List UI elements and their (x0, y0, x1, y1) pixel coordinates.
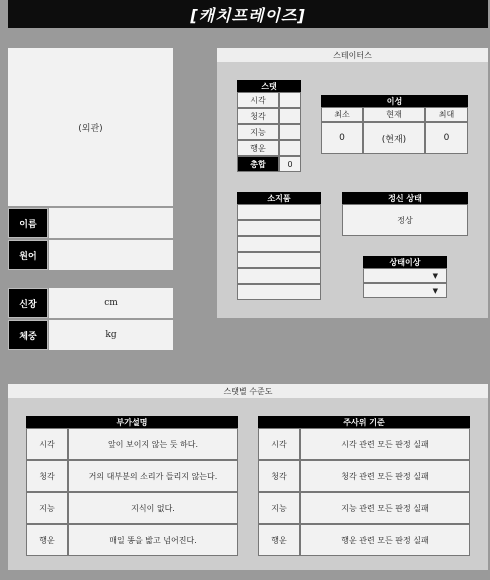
origin-field[interactable] (49, 240, 173, 270)
origin-label: 원어 (8, 240, 48, 270)
description-text: 지식이 없다. (68, 492, 238, 524)
height-field[interactable]: cm (49, 288, 173, 318)
stat-value[interactable] (279, 124, 301, 140)
table-row (26, 428, 238, 460)
condition-select[interactable] (363, 283, 447, 298)
stats-table (237, 80, 301, 172)
appearance-placeholder: (외관) (78, 123, 103, 134)
chevron-down-icon: ▼ (432, 271, 438, 280)
stat-value[interactable] (279, 108, 301, 124)
status-section-title: 스테이터스 (217, 48, 488, 62)
condition-select[interactable] (363, 268, 447, 283)
dice-key: 행운 (258, 524, 300, 556)
inventory-slot[interactable] (237, 220, 321, 236)
stat-name: 지능 (237, 124, 279, 140)
weight-row (8, 320, 173, 350)
preference-current-value[interactable]: (현재) (363, 122, 425, 154)
page-title: [캐치프레이즈] (8, 0, 488, 28)
height-label: 신장 (8, 288, 48, 318)
weight-label: 체중 (8, 320, 48, 350)
table-row (26, 460, 238, 492)
mental-state-table (342, 192, 468, 236)
appearance-image[interactable] (8, 48, 173, 206)
stat-row (237, 108, 301, 124)
description-text: 거의 대부분의 소리가 들리지 않는다. (68, 460, 238, 492)
table-row (258, 460, 470, 492)
preference-max-value[interactable]: 0 (425, 122, 468, 154)
stats-header: 스탯 (237, 80, 301, 92)
inventory-slot[interactable] (237, 252, 321, 268)
table-row (26, 492, 238, 524)
dice-table (258, 416, 470, 556)
dice-key: 지능 (258, 492, 300, 524)
weight-field[interactable]: kg (49, 320, 173, 350)
inventory-table (237, 192, 321, 300)
inventory-slot[interactable] (237, 204, 321, 220)
stat-row (237, 124, 301, 140)
dice-text: 청각 관련 모든 판정 실패 (300, 460, 470, 492)
preference-col-current: 현재 (363, 107, 425, 122)
condition-table (363, 256, 447, 298)
preference-header: 이성 (321, 95, 468, 107)
description-key: 시각 (26, 428, 68, 460)
stat-guide-title: 스탯별 수준도 (8, 384, 488, 398)
stat-name: 행운 (237, 140, 279, 156)
dice-key: 청각 (258, 460, 300, 492)
origin-row (8, 240, 173, 270)
stat-row (237, 140, 301, 156)
table-row (258, 524, 470, 556)
chevron-down-icon: ▼ (432, 286, 438, 295)
stat-name: 시각 (237, 92, 279, 108)
preference-table (321, 95, 468, 154)
stat-total-value: 0 (279, 156, 301, 172)
description-header: 부가설명 (26, 416, 238, 428)
stat-total-label: 총합 (237, 156, 279, 172)
dice-header: 주사위 기준 (258, 416, 470, 428)
table-row (258, 492, 470, 524)
table-row (258, 428, 470, 460)
stat-name: 청각 (237, 108, 279, 124)
mental-state-value[interactable]: 정상 (342, 204, 468, 236)
preference-col-min: 최소 (321, 107, 363, 122)
description-text: 앞이 보이지 않는 듯 하다. (68, 428, 238, 460)
condition-header: 상태이상 (363, 256, 447, 268)
inventory-slot[interactable] (237, 284, 321, 300)
description-table (26, 416, 238, 556)
name-label: 이름 (8, 208, 48, 238)
description-key: 청각 (26, 460, 68, 492)
dice-text: 지능 관련 모든 판정 실패 (300, 492, 470, 524)
stat-value[interactable] (279, 140, 301, 156)
description-text: 매일 똥을 밟고 넘어진다. (68, 524, 238, 556)
inventory-slot[interactable] (237, 268, 321, 284)
name-row (8, 208, 173, 238)
stat-total-row (237, 156, 301, 172)
dice-text: 시각 관련 모든 판정 실패 (300, 428, 470, 460)
preference-col-max: 최대 (425, 107, 468, 122)
stat-value[interactable] (279, 92, 301, 108)
stat-row (237, 92, 301, 108)
name-field[interactable] (49, 208, 173, 238)
dice-text: 행운 관련 모든 판정 실패 (300, 524, 470, 556)
table-row (26, 524, 238, 556)
inventory-slot[interactable] (237, 236, 321, 252)
description-key: 지능 (26, 492, 68, 524)
height-row (8, 288, 173, 318)
preference-min-value[interactable]: 0 (321, 122, 363, 154)
description-key: 행운 (26, 524, 68, 556)
inventory-header: 소지품 (237, 192, 321, 204)
dice-key: 시각 (258, 428, 300, 460)
mental-state-header: 정신 상태 (342, 192, 468, 204)
